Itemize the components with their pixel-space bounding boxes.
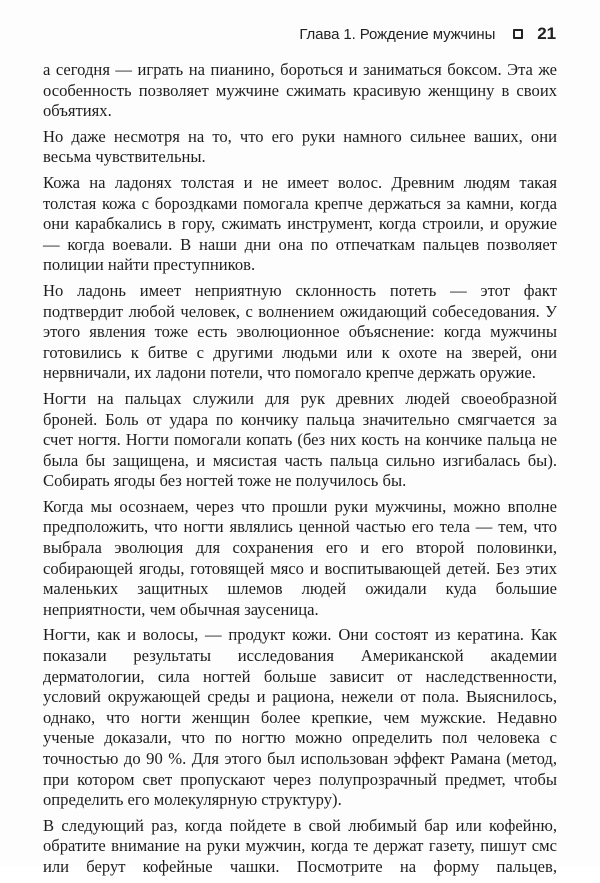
paragraph-continued: В следующий раз, когда пойдете в свой любимый бар или кофейню, обратите внимание на руки мужчин, когда те держат газету, пишут смс или берут кофейные чашки. Посмотрите на форму пальцев, [43, 815, 557, 876]
paragraph: Но даже несмотря на то, что его руки намного сильнее ваших, они весьма чувствительны. [43, 126, 557, 167]
paragraph: Ногти, как и волосы, — продукт кожи. Они состоят из кератина. Как показали результаты исследования Американской академии дерматологии, сила ногтей больше зависит от наследственности, условий окружающей среды и рациона, нежели от пола. Выяснилось, однако, что ногти женщин более крепкие, чем мужские. Недавно ученые доказали, что по ногтю можно определить пол человека с точностью до 90 %. Для этого был использован эффект Рамана (метод, при котором свет пропускают через полупрозрачный предмет, чтобы определить его молекулярную структуру). [43, 625, 557, 810]
running-header [299, 24, 556, 44]
paragraph: Ногти на пальцах служили для рук древних людей своеобразной броней. Боль от удара по кончику пальца значительно смягчается за счет ногтя. Ногти помогали копать (без них кость на кончике пальца не была бы защищена, и мясистая часть пальца сильно изгибалась бы). Собирать ягоды без ногтей тоже не получилось бы. [43, 388, 557, 491]
paragraph: а сегодня — играть на пианино, бороться и заниматься боксом. Эта же особенность позволяет мужчине сжимать красивую женщину в своих объятиях. [43, 60, 557, 121]
body-text [43, 60, 557, 883]
chapter-title: Глава 1. Рождение мужчины [299, 25, 496, 43]
square-box-icon [513, 29, 523, 39]
paragraph: Кожа на ладонях толстая и не имеет волос. Древним людям такая толстая кожа с бороздками помогала крепче держаться за камни, когда они карабкались в гору, сжимать инструмент, когда строили, и оружие — когда воевали. В наши дни она по отпечаткам пальцев позволяет полиции найти преступников. [43, 172, 557, 275]
page-number: 21 [537, 24, 556, 43]
paragraph: Когда мы осознаем, через что прошли руки мужчины, можно вполне предположить, что ногти являлись ценной частью его тела — тем, что выбрала эволюция для сохранения его и его второй половинки, собирающей ягоды, готовящей мясо и воспитывающей детей. Без этих маленьких защитных шлемов людей ожидали куда большие неприятности, чем обычная заусеница. [43, 496, 557, 619]
paragraph: Но ладонь имеет неприятную склонность потеть — этот факт подтвердит любой человек, с волнением ожидающий собеседования. У этого явления тоже есть эволюционное объяснение: когда мужчины готовились к битве с другими людьми или к охоте на зверей, они нервничали, их ладони потели, что помогало крепче держать оружие. [43, 280, 557, 383]
